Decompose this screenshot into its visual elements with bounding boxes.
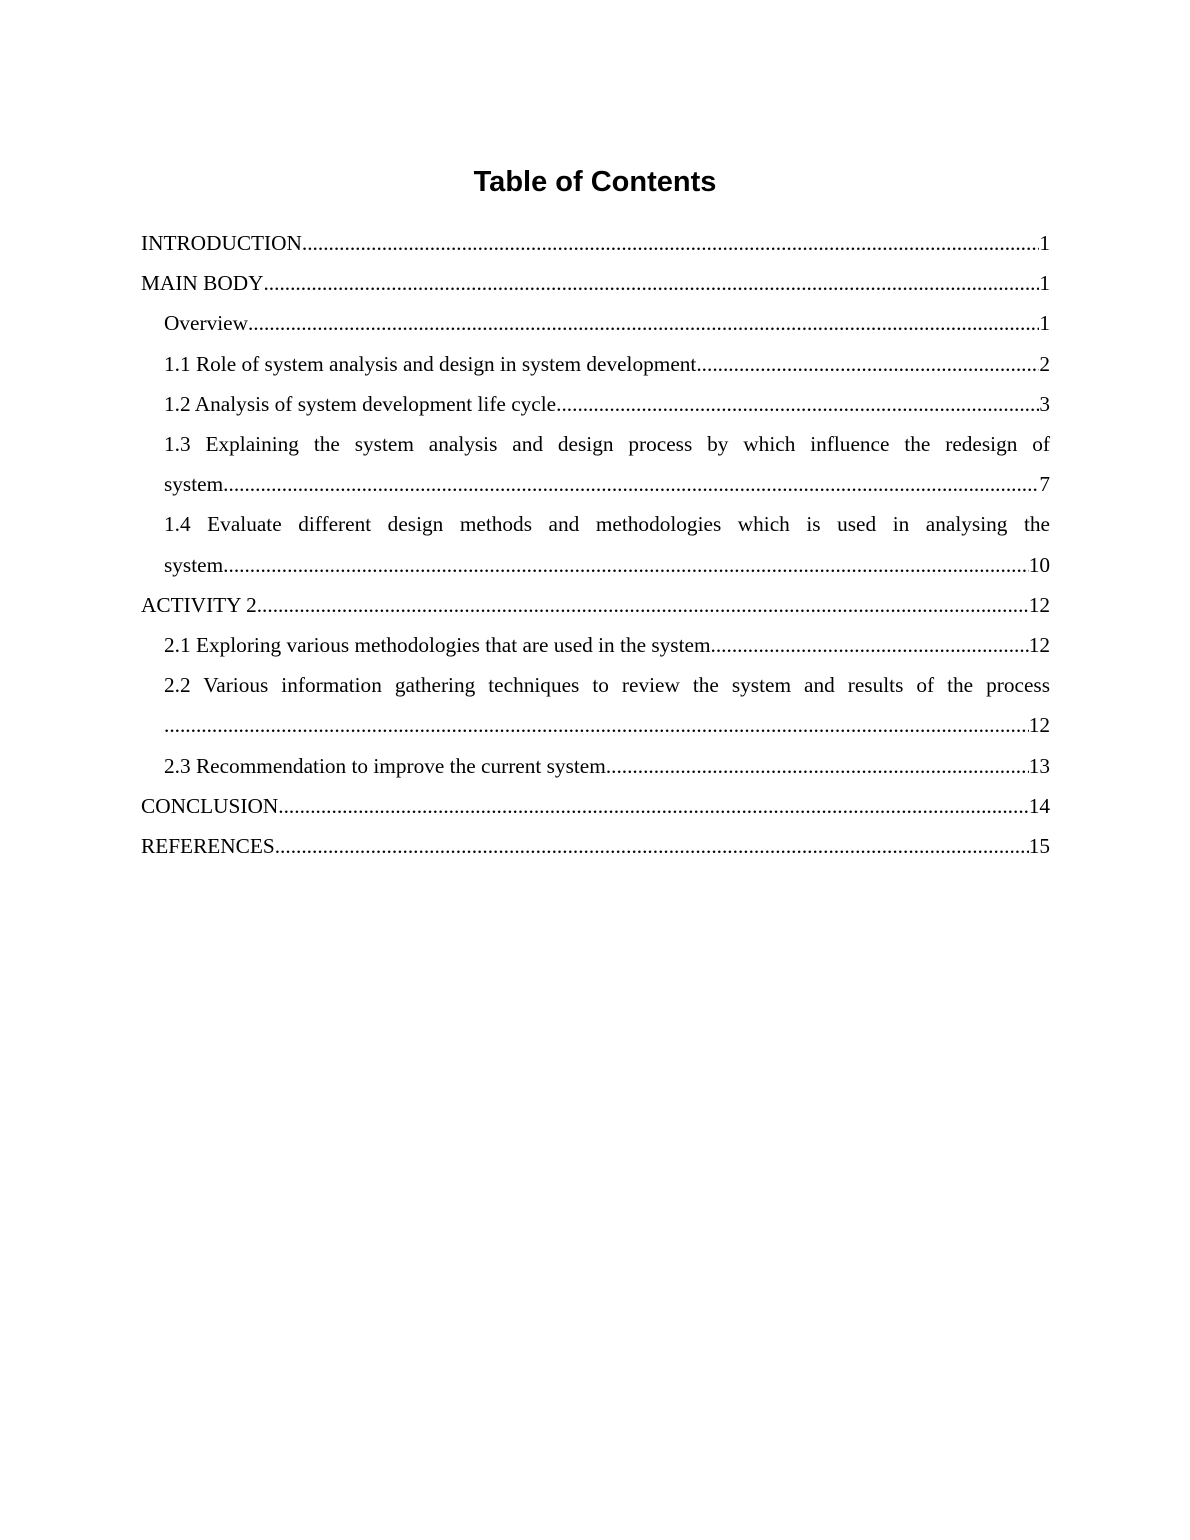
dot-leader — [302, 223, 1039, 263]
toc-page-number: 13 — [1028, 753, 1050, 778]
dot-leader — [556, 384, 1039, 424]
dot-leader — [696, 344, 1039, 384]
dot-leader — [257, 585, 1029, 625]
dot-leader — [275, 826, 1029, 866]
toc-entry-label: system — [164, 472, 224, 497]
toc-entry-label: INTRODUCTION — [141, 231, 302, 255]
toc-page-number: 1 — [1039, 271, 1050, 296]
toc-page-number: 12 — [1028, 592, 1050, 617]
toc-page-number: 2 — [1039, 351, 1050, 376]
toc-page-number: 14 — [1028, 793, 1050, 818]
toc-entry-2-1[interactable] — [164, 625, 1050, 665]
toc-entry-1-4[interactable] — [164, 504, 1050, 584]
toc-page-number: 1 — [1039, 311, 1050, 336]
toc-entry-1-3[interactable] — [164, 424, 1050, 504]
toc-entry-1-2[interactable] — [164, 384, 1050, 424]
toc-entry-label: MAIN BODY — [141, 271, 264, 296]
dot-leader — [223, 545, 1029, 585]
toc-entry-1-1[interactable] — [164, 344, 1050, 384]
dot-leader — [164, 705, 1029, 745]
dot-leader — [606, 746, 1029, 786]
toc-entry-conclusion[interactable] — [141, 786, 1050, 826]
dot-leader — [278, 786, 1028, 826]
toc-page-number: 7 — [1039, 472, 1050, 497]
toc-entry-2-2[interactable] — [164, 665, 1050, 745]
toc-entry-overview[interactable] — [164, 303, 1050, 343]
toc-page-number: 3 — [1039, 391, 1050, 416]
toc-page-number: 15 — [1028, 834, 1050, 859]
toc-page-number: 12 — [1028, 633, 1050, 658]
page-title: Table of Contents — [473, 166, 717, 198]
dot-leader — [711, 625, 1029, 665]
toc-entry-label: ACTIVITY 2 — [141, 592, 257, 617]
toc-entry-label: system — [164, 552, 224, 577]
toc-entry-activity-2[interactable] — [141, 585, 1050, 625]
toc-entry-label-line1: 1.4 Evaluate different design methods and methodologies which is used in analysing the — [164, 512, 1050, 537]
dot-leader — [223, 464, 1039, 504]
dot-leader — [263, 263, 1039, 303]
toc-entry-label-line1: 1.3 Explaining the system analysis and design process by which influence the redesign of — [164, 432, 1050, 457]
toc-entry-label: 2.3 Recommendation to improve the current system — [164, 753, 606, 778]
dot-leader — [248, 303, 1039, 343]
toc-entry-label: 1.2 Analysis of system development life cycle — [164, 391, 557, 416]
toc-page-number: 1 — [1039, 231, 1050, 255]
toc-entry-label-line1: 2.2 Various information gathering techniques to review the system and results of the process — [164, 673, 1050, 698]
toc-entry-label: 1.1 Role of system analysis and design in system development — [164, 351, 697, 376]
toc-entry-introduction[interactable] — [141, 223, 1050, 263]
toc-list — [141, 223, 1050, 866]
toc-entry-main-body[interactable] — [141, 263, 1050, 303]
toc-entry-label: REFERENCES — [141, 834, 275, 859]
toc-entry-2-3[interactable] — [164, 746, 1050, 786]
toc-entry-references[interactable] — [141, 826, 1050, 866]
toc-entry-label: Overview — [164, 311, 248, 336]
toc-entry-label: 2.1 Exploring various methodologies that are used in the system — [164, 633, 711, 658]
toc-page-number: 10 — [1028, 552, 1050, 577]
toc-page-number: 12 — [1028, 713, 1050, 738]
toc-entry-label: CONCLUSION — [141, 793, 279, 818]
